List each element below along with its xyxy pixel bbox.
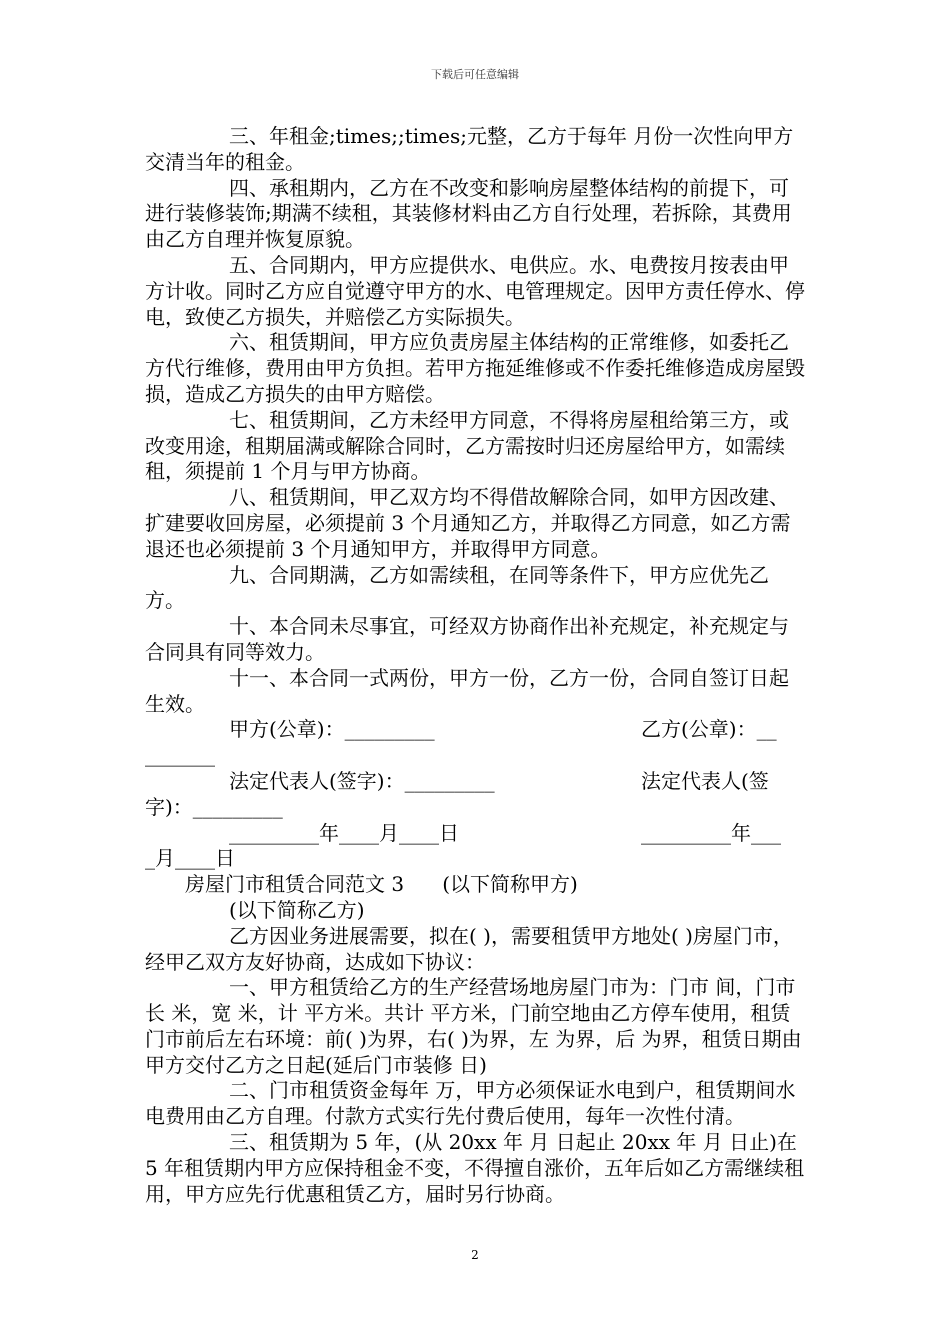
signature-rep-row: [145, 769, 805, 795]
signature-seal-row: [145, 717, 805, 743]
page-number: 2: [471, 1248, 479, 1262]
clause-11: 十一、本合同一式两份，甲方一份，乙方一份，合同自签订日起生效。: [145, 665, 789, 716]
clause-8: 八、租赁期间，甲乙双方均不得借故解除合同，如甲方因改建、扩建要收回房屋，必须提前 3 个月通知乙方，并取得乙方同意，如乙方需退还也必须提前 3 个月通知甲方，并取得甲方同意。: [145, 485, 791, 561]
clause-3: 三、年租金;times;;times;元整，乙方于每年 月份一次性向甲方交清当年的租金。: [145, 124, 794, 174]
party-b-seal-cont: _______: [145, 743, 215, 768]
signature-seal-row-cont: [145, 743, 805, 769]
signature-rep-row-cont: [145, 795, 805, 821]
contract3-clause-1: 一、甲方租赁给乙方的生产经营场地房屋门市为：门市 间，门市长 米，宽 米，计 平方米。共计 平方米，门前空地由乙方停车使用，租赁门市前后左右环境：前( )为界，右( )为界，左 为界，后 为界，租赁日期由甲方交付乙方之日起(延后门市装修 日): [145, 975, 802, 1077]
signature-date-row: [145, 821, 805, 847]
party-a-seal: 甲方(公章)：_________: [229, 717, 435, 742]
contract3-clause-3: 三、租赁期为 5 年，(从 20xx 年 月 日起止 20xx 年 月 日止)在 5 年租赁期内甲方应保持租金不变，不得擅自涨价，五年后如乙方需继续租用，甲方应先行优惠租赁乙方，届时另行协商。: [145, 1130, 805, 1206]
clause-6: 六、租赁期间，甲方应负责房屋主体结构的正常维修，如委托乙方代行维修，费用由甲方负担。若甲方拖延维修或不作委托维修造成房屋毁损，造成乙方损失的由甲方赔偿。: [145, 330, 805, 406]
party-b-representative-cont: 字)：_________: [145, 794, 283, 819]
signature-date-row-cont: [145, 846, 805, 872]
party-b-representative: 法定代表人(签: [641, 768, 769, 793]
party-b-seal: 乙方(公章)：__: [641, 717, 777, 742]
clause-10: 十、本合同未尽事宜，可经双方协商作出补充规定，补充规定与合同具有同等效力。: [145, 614, 789, 664]
clause-9: 九、合同期满，乙方如需续租，在同等条件下，甲方应优先乙方。: [145, 562, 769, 613]
party-a-date: _________年____月____日: [229, 820, 459, 845]
party-b-date: _________年___: [641, 820, 781, 845]
party-a-representative: 法定代表人(签字)：_________: [229, 768, 495, 793]
contract3-title: 房屋门市租赁合同范文 3 (以下简称甲方): [185, 872, 578, 897]
page-header: 下载后可任意编辑: [431, 68, 519, 81]
contract3-intro: 乙方因业务进展需要，拟在( )，需要租赁甲方地处( )房屋门市，经甲乙双方友好协商，达成如下协议：: [145, 923, 793, 974]
party-b-date-cont: _月____日: [145, 846, 235, 871]
clause-5: 五、合同期内，甲方应提供水、电供应。水、电费按月按表由甲方计收。同时乙方应自觉遵守甲方的水、电管理规定。因甲方责任停水、停电，致使乙方损失，并赔偿乙方实际损失。: [145, 252, 805, 329]
clause-4: 四、承租期内，乙方在不改变和影响房屋整体结构的前提下，可进行装修装饰;期满不续租，其装修材料由乙方自行处理，若拆除，其费用由乙方自理并恢复原貌。: [145, 175, 792, 252]
contract3-party-b: (以下简称乙方): [229, 897, 365, 922]
clause-7: 七、租赁期间，乙方未经甲方同意，不得将房屋租给第三方，或改变用途，租期届满或解除合同时，乙方需按时归还房屋给甲方，如需续租，须提前 1 个月与甲方协商。: [145, 407, 789, 484]
document-body: [145, 124, 805, 1207]
contract3-clause-2: 二、门市租赁资金每年 万，甲方必须保证水电到户，租赁期间水电费用由乙方自理。付款方式实行先付费后使用，每年一次性付清。: [145, 1078, 796, 1129]
